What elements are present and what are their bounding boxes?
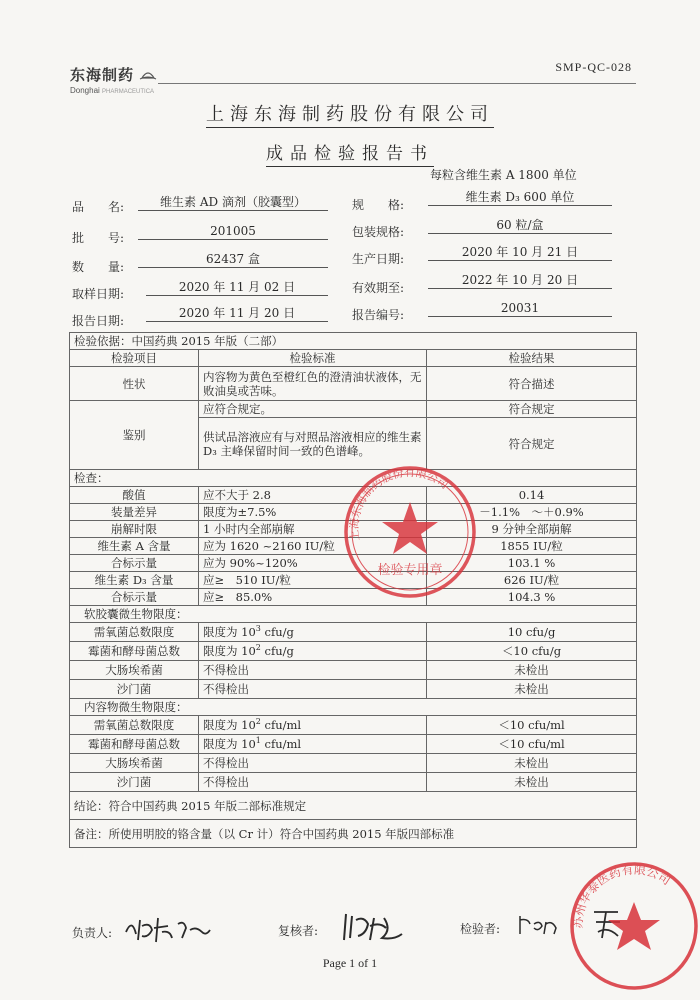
logo-en-main: Donghai [70, 86, 100, 95]
section-heading-row [70, 606, 637, 623]
col-header-standard: 检验标准 [199, 350, 427, 367]
page-number: Page 1 of 1 [322, 956, 378, 970]
result-cell: 未检出 [427, 661, 637, 680]
col-header-result: 检验结果 [427, 350, 637, 367]
report-date-label: 报告日期: [72, 314, 125, 328]
result-cell: 符合规定 [427, 418, 637, 470]
expiry-label: 有效期至: [352, 281, 405, 295]
standard-exponent: 1 [255, 736, 261, 746]
conclusion-row [70, 792, 637, 820]
result-cell: 10 cfu/g [427, 623, 637, 642]
product-value: 维生素 AD 滴剂（胶囊型） [138, 195, 328, 211]
svg-text:苏州华泰医药有限公司: 苏州华泰医药有限公司 [570, 862, 674, 929]
company-name-heading [0, 100, 700, 126]
item-cell: 性状 [70, 367, 199, 401]
conclusion-cell: 结论：符合中国药典 2015 年版二部标准规定 [70, 792, 637, 820]
spec-label: 规 格: [352, 198, 405, 212]
result-cell: 未检出 [427, 680, 637, 699]
standard-exponent: 3 [255, 624, 261, 634]
standard-cell: 1 小时内全部崩解 [199, 521, 427, 538]
item-cell: 维生素 D₃ 含量 [70, 572, 199, 589]
result-cell: ＜10 cfu/g [427, 642, 637, 661]
standard-cell: 不得检出 [199, 680, 427, 699]
standard-prefix: 限度为 10 [203, 718, 256, 732]
check-heading: 检查： [70, 470, 637, 487]
logo-text-cn: 东海制药 [70, 66, 135, 84]
batch-label: 批 号: [72, 231, 125, 245]
standard-unit: cfu/g [260, 644, 294, 658]
report-title-heading [0, 139, 700, 164]
item-cell: 鉴别 [70, 401, 199, 470]
sample-date-label: 取样日期: [72, 287, 125, 301]
item-cell: 需氧菌总数限度 [70, 623, 199, 642]
result-cell: 符合规定 [427, 401, 637, 418]
result-cell: 符合描述 [427, 367, 637, 401]
logo-flask-icon [138, 64, 158, 82]
product-label: 品 名: [72, 200, 125, 214]
table-row [70, 623, 637, 642]
standard-unit: cfu/ml [260, 718, 302, 732]
responsible-person-signature [122, 912, 214, 946]
inspector-label: 检验者: [460, 922, 501, 936]
sample-date-value: 2020 年 11 月 02 日 [146, 280, 328, 296]
standard-cell: 应≥ 510 IU/粒 [199, 572, 427, 589]
svg-text:检验专用章: 检验专用章 [377, 563, 443, 578]
mfg-date-label: 生产日期: [352, 252, 405, 266]
result-cell: ＜10 cfu/ml [427, 735, 637, 754]
item-cell: 装量差异 [70, 504, 199, 521]
standard-cell [199, 716, 427, 735]
reviewer-label: 复核者: [278, 924, 319, 938]
content-micro-heading: 内容物微生物限度： [70, 699, 637, 716]
table-row [70, 661, 637, 680]
standard-cell: 不得检出 [199, 773, 427, 792]
capsule-micro-heading: 软胶囊微生物限度： [70, 606, 637, 623]
expiry-value: 2022 年 10 月 20 日 [428, 273, 612, 289]
standard-cell: 应为 1620 ~2160 IU/粒 [199, 538, 427, 555]
table-row [70, 754, 637, 773]
table-row [70, 716, 637, 735]
standard-cell [199, 623, 427, 642]
distributor-seal-stamp [568, 860, 700, 992]
table-row [70, 367, 637, 401]
standard-cell [199, 642, 427, 661]
result-cell: 9 分钟全部崩解 [427, 521, 637, 538]
pack-label: 包装规格: [352, 225, 405, 239]
standard-cell: 限度为±7.5% [199, 504, 427, 521]
item-cell: 沙门菌 [70, 773, 199, 792]
quantity-label: 数 量: [72, 260, 125, 274]
result-cell: 未检出 [427, 773, 637, 792]
batch-value: 201005 [138, 224, 328, 240]
item-cell: 合标示量 [70, 589, 199, 606]
mfg-date-value: 2020 年 10 月 21 日 [428, 245, 612, 261]
result-cell: 626 IU/粒 [427, 572, 637, 589]
svg-text:上海东海制药股份有限公司: 上海东海制药股份有限公司 [347, 465, 451, 542]
result-cell: 0.14 [427, 487, 637, 504]
item-cell: 霉菌和酵母菌总数 [70, 735, 199, 754]
table-row [70, 735, 637, 754]
table-row [70, 773, 637, 792]
result-cell: －1.1% ～＋0.9% [427, 504, 637, 521]
spec-value: 维生素 D₃ 600 单位 [428, 190, 612, 206]
spec-extra-line: 每粒含维生素 A 1800 单位 [430, 168, 577, 182]
standard-unit: cfu/g [260, 625, 294, 639]
item-cell: 沙门菌 [70, 680, 199, 699]
logo-en-small: PHARMACEUTICA [102, 89, 155, 95]
item-cell: 酸值 [70, 487, 199, 504]
standard-exponent: 2 [255, 643, 261, 653]
logo-text-en [70, 86, 160, 95]
col-header-item: 检验项目 [70, 350, 199, 367]
standard-prefix: 限度为 10 [203, 625, 256, 639]
document-code: SMP-QC-028 [555, 60, 632, 74]
table-row [70, 333, 637, 350]
item-cell: 大肠埃希菌 [70, 661, 199, 680]
standard-prefix: 限度为 10 [203, 737, 256, 751]
report-number-label: 报告编号: [352, 308, 405, 322]
header-divider [158, 83, 636, 84]
responsible-person-label: 负责人: [72, 926, 113, 940]
standard-cell: 内容物为黄色至橙红色的澄清油状液体，无败油臭或苦味。 [199, 367, 427, 401]
section-heading-row [70, 699, 637, 716]
report-title: 成品检验报告书 [266, 144, 434, 167]
table-row [70, 642, 637, 661]
standard-prefix: 限度为 10 [203, 644, 256, 658]
standard-cell: 不得检出 [199, 754, 427, 773]
table-row [70, 680, 637, 699]
remark-row [70, 820, 637, 848]
basis-cell: 检验依据：中国药典 2015 年版（二部） [70, 333, 637, 350]
reviewer-signature [340, 908, 410, 944]
standard-cell: 应为 90%~120% [199, 555, 427, 572]
table-header-row [70, 350, 637, 367]
result-cell: ＜10 cfu/ml [427, 716, 637, 735]
standard-cell: 不得检出 [199, 661, 427, 680]
remark-cell: 备注：所使用明胶的铬含量（以 Cr 计）符合中国药典 2015 年版四部标准 [70, 820, 637, 848]
standard-cell: 应符合规定。 [199, 401, 427, 418]
item-cell: 合标示量 [70, 555, 199, 572]
result-cell: 1855 IU/粒 [427, 538, 637, 555]
qc-seal-stamp [340, 462, 480, 602]
item-cell: 大肠埃希菌 [70, 754, 199, 773]
result-cell: 103.1 % [427, 555, 637, 572]
result-cell: 104.3 % [427, 589, 637, 606]
item-cell: 维生素 A 含量 [70, 538, 199, 555]
pack-value: 60 粒/盒 [428, 218, 612, 234]
company-name: 上海东海制药股份有限公司 [206, 104, 494, 128]
inspector-signature [516, 910, 560, 938]
result-cell: 未检出 [427, 754, 637, 773]
standard-exponent: 2 [255, 717, 261, 727]
standard-unit: cfu/ml [260, 737, 302, 751]
report-number-value: 20031 [428, 301, 612, 317]
standard-cell: 应不大于 2.8 [199, 487, 427, 504]
table-row [70, 401, 637, 418]
report-date-value: 2020 年 11 月 20 日 [146, 306, 328, 322]
standard-cell [199, 735, 427, 754]
standard-cell: 供试品溶液应有与对照品溶液相应的维生素 D₃ 主峰保留时间一致的色谱峰。 [199, 418, 427, 470]
standard-cell: 应≥ 85.0% [199, 589, 427, 606]
quantity-value: 62437 盒 [138, 252, 328, 268]
item-cell: 霉菌和酵母菌总数 [70, 642, 199, 661]
item-cell: 崩解时限 [70, 521, 199, 538]
item-cell: 需氧菌总数限度 [70, 716, 199, 735]
